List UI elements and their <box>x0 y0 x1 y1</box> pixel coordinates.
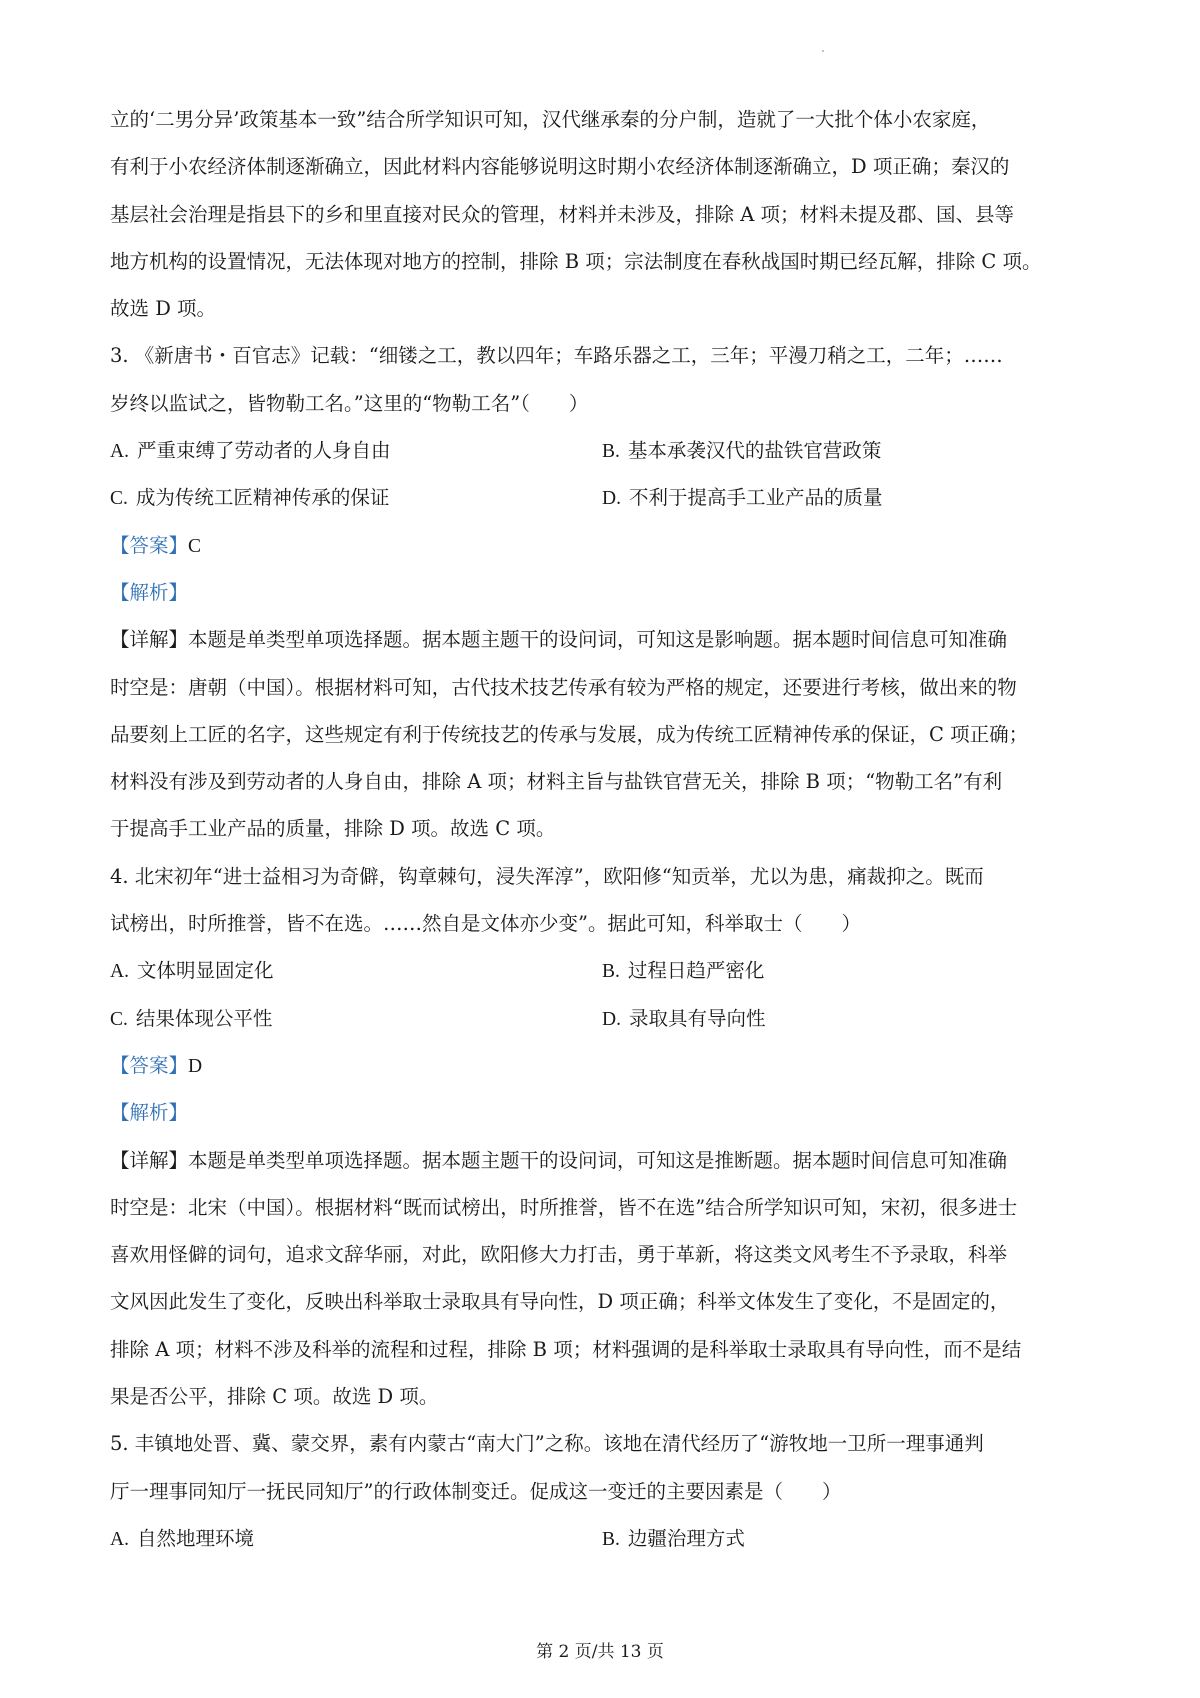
option-text: 不利于提高手工业产品的质量 <box>628 486 883 510</box>
question-3-detail <box>110 616 1100 852</box>
text-line: 排除 A 项；材料不涉及科举的流程和过程，排除 B 项；材料强调的是科举取士录取具有导向性，而不是结 <box>110 1337 1022 1361</box>
option-text: 自然地理环境 <box>136 1526 254 1550</box>
option-letter: C. <box>110 488 128 510</box>
option-a <box>110 1515 602 1562</box>
question-3-stem <box>110 332 1100 427</box>
analysis-label: 【解析】 <box>110 580 189 604</box>
option-text: 过程日趋严密化 <box>627 959 765 983</box>
option-letter: C. <box>110 1008 128 1030</box>
question-4-options-row-1 <box>110 947 1100 994</box>
text-line: 喜欢用怪僻的词句，追求文辞华丽，对此，欧阳修大力打击，勇于革新，将这类文风考生不予录取，科举 <box>110 1243 1008 1267</box>
text-line: 果是否公平，排除 C 项。故选 D 项。 <box>110 1385 439 1409</box>
previous-analysis-continuation <box>110 96 1100 332</box>
detail-label: 【详解】 <box>110 628 189 652</box>
option-letter: A. <box>110 441 129 463</box>
answer-label: 【答案】 <box>110 1053 189 1077</box>
question-5-options-row-1 <box>110 1515 1100 1562</box>
question-4-answer <box>110 1042 1100 1089</box>
text-line: 4. 北宋初年“进士益相习为奇僻，钩章棘句，浸失浑淳”，欧阳修“知贡举，尤以为患，痛裁抑之。既而 <box>110 864 984 888</box>
text-line: 本题是单类型单项选择题。据本题主题干的设问词，可知这是推断题。据本题时间信息可知准确 <box>188 1148 1008 1172</box>
option-letter: D. <box>602 488 621 510</box>
option-letter: B. <box>602 1528 620 1550</box>
answer-label: 【答案】 <box>110 533 189 557</box>
question-3-analysis <box>110 569 1100 616</box>
text-line: 基层社会治理是指县下的乡和里直接对民众的管理，材料并未涉及，排除 A 项；材料未提及郡、国、县等 <box>110 202 1014 226</box>
question-4-stem <box>110 853 1100 948</box>
answer-value: C <box>188 535 202 557</box>
option-letter: B. <box>602 961 620 983</box>
text-line: 于提高手工业产品的质量，排除 D 项。故选 C 项。 <box>110 817 556 841</box>
page-footer: 第 2 页/共 13 页 <box>536 1642 664 1662</box>
option-b <box>602 947 1094 994</box>
option-letter: A. <box>110 961 129 983</box>
option-text: 边疆治理方式 <box>627 1526 745 1550</box>
text-line: 岁终以监试之，皆物勒工名。”这里的“物勒工名”（ ） <box>110 391 589 415</box>
option-text: 结果体现公平性 <box>135 1006 273 1030</box>
option-text: 成为传统工匠精神传承的保证 <box>135 486 390 510</box>
question-4-detail <box>110 1137 1100 1421</box>
question-3-options-row-1 <box>110 427 1100 474</box>
option-b <box>602 427 1094 474</box>
option-text: 基本承袭汉代的盐铁官营政策 <box>627 439 882 463</box>
question-5 <box>110 1420 1100 1562</box>
analysis-label: 【解析】 <box>110 1101 189 1125</box>
option-letter: B. <box>602 441 620 463</box>
option-letter: A. <box>110 1528 129 1550</box>
question-3-answer <box>110 522 1100 569</box>
text-line: 有利于小农经济体制逐渐确立，因此材料内容能够说明这时期小农经济体制逐渐确立，D 项正确；秦汉的 <box>110 155 1010 179</box>
option-text: 严重束缚了劳动者的人身自由 <box>136 439 391 463</box>
question-3-options-row-2 <box>110 474 1100 521</box>
detail-label: 【详解】 <box>110 1148 189 1172</box>
text-line: 文风因此发生了变化，反映出科举取士录取具有导向性，D 项正确；科举文体发生了变化，不是固定的， <box>110 1290 1010 1314</box>
option-d <box>602 995 1094 1042</box>
option-c <box>110 995 602 1042</box>
text-line: 试榜出，时所推誉，皆不在选。……然自是文体亦少变”。据此可知，科举取士（ ） <box>110 912 861 936</box>
option-a <box>110 947 602 994</box>
text-line: 品要刻上工匠的名字，这些规定有利于传统技艺的传承与发展，成为传统工匠精神传承的保证，C 项正确； <box>110 722 1029 746</box>
text-line: 立的‘二男分异’政策基本一致”结合所学知识可知，汉代继承秦的分户制，造就了一大批个体小农家庭， <box>110 108 991 131</box>
question-5-stem <box>110 1420 1100 1515</box>
page-mark-dot <box>822 50 824 52</box>
text-line: 3. 《新唐书・百官志》记载：“细镂之工，教以四年；车路乐器之工，三年；平漫刀稍之工，二年；…… <box>110 344 1003 368</box>
option-text: 文体明显固定化 <box>136 959 274 983</box>
text-line: 本题是单类型单项选择题。据本题主题干的设问词，可知这是影响题。据本题时间信息可知准确 <box>188 628 1008 652</box>
question-3 <box>110 332 1100 852</box>
answer-value: D <box>188 1055 203 1077</box>
text-line: 5. 丰镇地处晋、冀、蒙交界，素有内蒙古“南大门”之称。该地在清代经历了“游牧地一卫所一理事通判 <box>110 1432 984 1456</box>
text-line: 故选 D 项。 <box>110 297 217 321</box>
text-line: 时空是：北宋（中国）。根据材料“既而试榜出，时所推誉，皆不在选”结合所学知识可知，宋初，很多进士 <box>110 1195 1018 1219</box>
text-line: 时空是：唐朝（中国）。根据材料可知，古代技术技艺传承有较为严格的规定，还要进行考核，做出来的物 <box>110 675 1017 699</box>
question-4-analysis <box>110 1089 1100 1136</box>
document-page <box>110 96 1100 1562</box>
option-a <box>110 427 602 474</box>
text-line: 材料没有涉及到劳动者的人身自由，排除 A 项；材料主旨与盐铁官营无关，排除 B 项；“物勒工名”有利 <box>110 770 1003 794</box>
option-b <box>602 1515 1094 1562</box>
option-text: 录取具有导向性 <box>628 1006 766 1030</box>
option-d <box>602 474 1094 521</box>
question-4-options-row-2 <box>110 995 1100 1042</box>
question-4 <box>110 853 1100 1421</box>
text-line: 厅一理事同知厅一抚民同知厅”的行政体制变迁。促成这一变迁的主要因素是（ ） <box>110 1479 842 1503</box>
option-c <box>110 474 602 521</box>
text-line: 地方机构的设置情况，无法体现对地方的控制，排除 B 项；宗法制度在春秋战国时期已经瓦解，排除 C 项。 <box>110 249 1042 273</box>
option-letter: D. <box>602 1008 621 1030</box>
